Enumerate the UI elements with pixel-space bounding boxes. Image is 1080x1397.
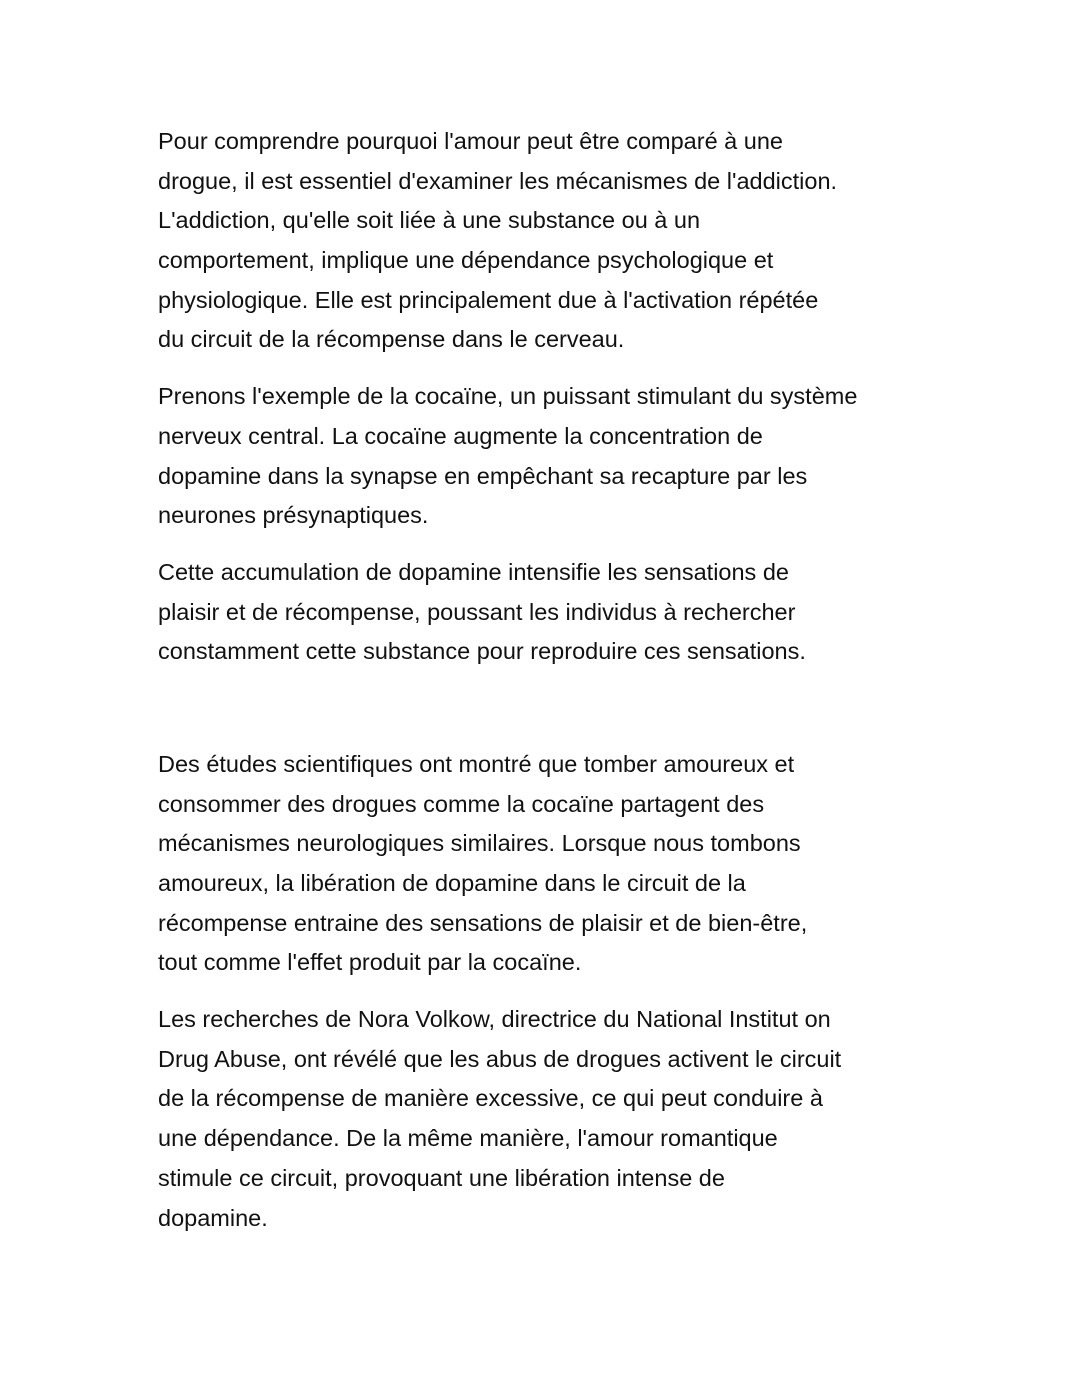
text-line: une dépendance. De la même manière, l'amour romantique xyxy=(158,1125,778,1152)
text-line: consommer des drogues comme la cocaïne partagent des xyxy=(158,790,765,817)
text-line: de la récompense de manière excessive, ce qui peut conduire à xyxy=(158,1085,823,1112)
paragraph xyxy=(158,122,958,360)
text-line: physiologique. Elle est principalement due à l'activation répétée xyxy=(158,286,819,313)
text-line: constamment cette substance pour reproduire ces sensations. xyxy=(158,638,806,665)
text-line: comportement, implique une dépendance psychologique et xyxy=(158,247,774,274)
paragraph xyxy=(158,377,958,536)
paragraph xyxy=(158,1000,958,1238)
text-line: nerveux central. La cocaïne augmente la concentration de xyxy=(158,422,763,449)
text-line: Pour comprendre pourquoi l'amour peut être comparé à une xyxy=(158,128,783,154)
text-line: Drug Abuse, ont révélé que les abus de drogues activent le circuit xyxy=(158,1045,842,1072)
text-line: du circuit de la récompense dans le cerveau. xyxy=(158,326,625,353)
empty-paragraph xyxy=(158,689,958,745)
text-line: Cette accumulation de dopamine intensifie les sensations de xyxy=(158,558,789,585)
document-body xyxy=(158,122,958,1255)
text-line: plaisir et de récompense, poussant les individus à rechercher xyxy=(158,598,796,625)
text-line: dopamine. xyxy=(158,1204,268,1231)
text-line: tout comme l'effet produit par la cocaïne. xyxy=(158,949,582,976)
text-line: L'addiction, qu'elle soit liée à une substance ou à un xyxy=(158,207,701,234)
text-line: drogue, il est essentiel d'examiner les mécanismes de l'addiction. xyxy=(158,167,838,194)
text-line: Les recherches de Nora Volkow, directrice du National Institut on xyxy=(158,1006,831,1033)
text-line: stimule ce circuit, provoquant une libération intense de xyxy=(158,1164,725,1191)
text-line: mécanismes neurologiques similaires. Lorsque nous tombons xyxy=(158,830,801,857)
text-line: amoureux, la libération de dopamine dans le circuit de la xyxy=(158,870,746,896)
paragraph xyxy=(158,553,958,672)
text-line: récompense entraine des sensations de plaisir et de bien-être, xyxy=(158,909,808,936)
paragraph xyxy=(158,745,958,983)
text-line: Des études scientifiques ont montré que tomber amoureux et xyxy=(158,750,795,777)
text-line: neurones présynaptiques. xyxy=(158,502,429,529)
text-line: Prenons l'exemple de la cocaïne, un puissant stimulant du système xyxy=(158,383,858,410)
text-line: dopamine dans la synapse en empêchant sa recapture par les xyxy=(158,462,808,489)
